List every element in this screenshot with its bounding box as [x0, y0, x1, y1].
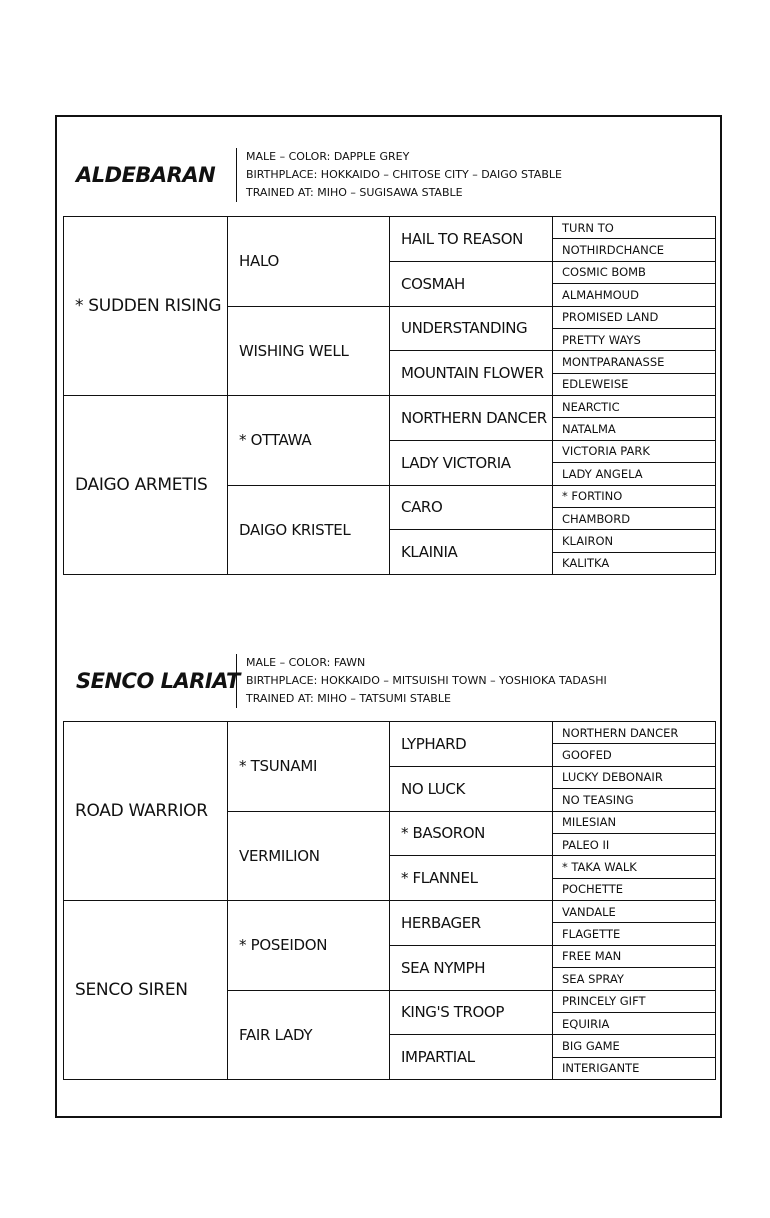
- great-great-grandparent-cell: INTERIGANTE: [553, 1057, 716, 1079]
- info-line: TRAINED AT: MIHO – SUGISAWA STABLE: [246, 186, 463, 199]
- great-grandparent-cell: * BASORON: [390, 811, 553, 856]
- great-grandparent-cell: UNDERSTANDING: [390, 306, 553, 351]
- grandparent-cell: * OTTAWA: [228, 396, 390, 486]
- great-grandparent-cell: NORTHERN DANCER: [390, 396, 553, 441]
- great-grandparent-cell: COSMAH: [390, 261, 553, 306]
- grandparent-cell: FAIR LADY: [228, 990, 390, 1080]
- great-great-grandparent-cell: * TAKA WALK: [553, 856, 716, 878]
- horse-info: [236, 148, 562, 202]
- horse-name: ALDEBARAN: [76, 163, 216, 187]
- pedigree-table: [63, 216, 716, 575]
- great-great-grandparent-cell: NEARCTIC: [553, 396, 716, 418]
- pedigree-row: [64, 396, 716, 418]
- great-great-grandparent-cell: GOOFED: [553, 744, 716, 766]
- great-great-grandparent-cell: LUCKY DEBONAIR: [553, 766, 716, 788]
- info-line: MALE – COLOR: FAWN: [246, 656, 366, 669]
- great-great-grandparent-cell: SEA SPRAY: [553, 968, 716, 990]
- great-great-grandparent-cell: TURN TO: [553, 217, 716, 239]
- grandparent-cell: * TSUNAMI: [228, 722, 390, 812]
- great-great-grandparent-cell: FREE MAN: [553, 945, 716, 967]
- great-great-grandparent-cell: PRETTY WAYS: [553, 328, 716, 350]
- pedigree-row: [64, 217, 716, 239]
- info-line: MALE – COLOR: DAPPLE GREY: [246, 150, 410, 163]
- great-grandparent-cell: NO LUCK: [390, 766, 553, 811]
- great-great-grandparent-cell: KLAIRON: [553, 530, 716, 552]
- parent-cell: DAIGO ARMETIS: [64, 396, 228, 575]
- great-great-grandparent-cell: BIG GAME: [553, 1035, 716, 1057]
- great-great-grandparent-cell: KALITKA: [553, 552, 716, 574]
- great-grandparent-cell: KLAINIA: [390, 530, 553, 575]
- great-great-grandparent-cell: NO TEASING: [553, 789, 716, 811]
- horse-name: SENCO LARIAT: [76, 669, 240, 693]
- parent-cell: ROAD WARRIOR: [64, 722, 228, 901]
- great-great-grandparent-cell: ALMAHMOUD: [553, 284, 716, 306]
- great-great-grandparent-cell: VANDALE: [553, 901, 716, 923]
- great-grandparent-cell: * FLANNEL: [390, 856, 553, 901]
- great-great-grandparent-cell: POCHETTE: [553, 878, 716, 900]
- great-great-grandparent-cell: * FORTINO: [553, 485, 716, 507]
- great-great-grandparent-cell: FLAGETTE: [553, 923, 716, 945]
- info-line: TRAINED AT: MIHO – TATSUMI STABLE: [246, 692, 451, 705]
- great-great-grandparent-cell: CHAMBORD: [553, 507, 716, 529]
- great-great-grandparent-cell: EDLEWEISE: [553, 373, 716, 395]
- grandparent-cell: DAIGO KRISTEL: [228, 485, 390, 575]
- great-great-grandparent-cell: NATALMA: [553, 418, 716, 440]
- grandparent-cell: VERMILION: [228, 811, 390, 901]
- great-great-grandparent-cell: MONTPARANASSE: [553, 351, 716, 373]
- horse-info: [236, 654, 607, 708]
- great-great-grandparent-cell: NOTHIRDCHANCE: [553, 239, 716, 261]
- info-line: BIRTHPLACE: HOKKAIDO – MITSUISHI TOWN – YOSHIOKA TADASHI: [246, 674, 607, 687]
- grandparent-cell: WISHING WELL: [228, 306, 390, 396]
- great-great-grandparent-cell: EQUIRIA: [553, 1012, 716, 1034]
- great-great-grandparent-cell: PRINCELY GIFT: [553, 990, 716, 1012]
- grandparent-cell: * POSEIDON: [228, 901, 390, 991]
- great-great-grandparent-cell: COSMIC BOMB: [553, 261, 716, 283]
- great-grandparent-cell: HAIL TO REASON: [390, 217, 553, 262]
- great-great-grandparent-cell: NORTHERN DANCER: [553, 722, 716, 744]
- pedigree-row: [64, 901, 716, 923]
- great-grandparent-cell: LADY VICTORIA: [390, 440, 553, 485]
- great-grandparent-cell: SEA NYMPH: [390, 945, 553, 990]
- great-grandparent-cell: HERBAGER: [390, 901, 553, 946]
- great-grandparent-cell: MOUNTAIN FLOWER: [390, 351, 553, 396]
- grandparent-cell: HALO: [228, 217, 390, 307]
- great-great-grandparent-cell: MILESIAN: [553, 811, 716, 833]
- great-great-grandparent-cell: VICTORIA PARK: [553, 440, 716, 462]
- great-grandparent-cell: IMPARTIAL: [390, 1035, 553, 1080]
- great-great-grandparent-cell: LADY ANGELA: [553, 463, 716, 485]
- great-grandparent-cell: CARO: [390, 485, 553, 530]
- great-grandparent-cell: KING'S TROOP: [390, 990, 553, 1035]
- great-great-grandparent-cell: PALEO II: [553, 833, 716, 855]
- great-grandparent-cell: LYPHARD: [390, 722, 553, 767]
- parent-cell: SENCO SIREN: [64, 901, 228, 1080]
- great-great-grandparent-cell: PROMISED LAND: [553, 306, 716, 328]
- parent-cell: * SUDDEN RISING: [64, 217, 228, 396]
- pedigree-table: [63, 721, 716, 1080]
- pedigree-row: [64, 722, 716, 744]
- info-line: BIRTHPLACE: HOKKAIDO – CHITOSE CITY – DAIGO STABLE: [246, 168, 562, 181]
